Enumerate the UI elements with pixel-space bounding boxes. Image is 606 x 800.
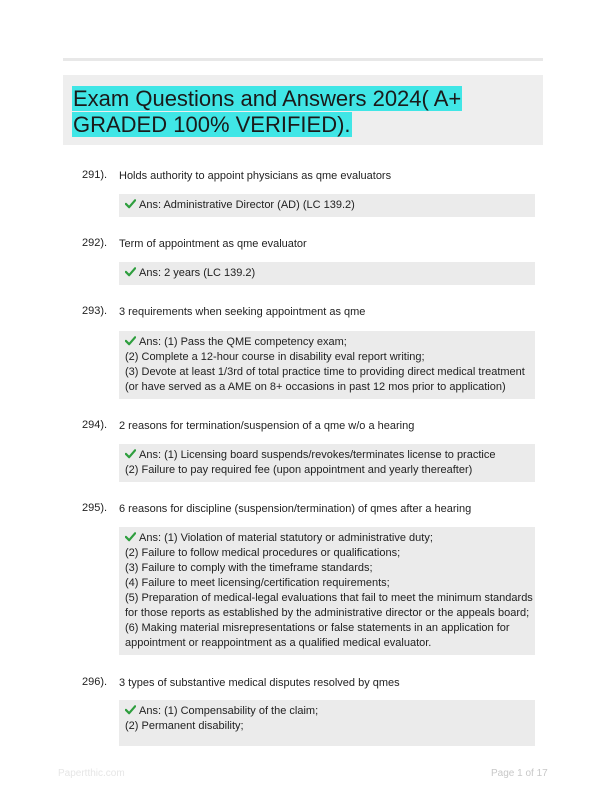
answer-line <box>125 335 529 350</box>
answer-text: Ans: (1) Pass the QME competency exam; <box>139 336 347 348</box>
answer-line <box>125 591 533 606</box>
answer-text: (3) Devote at least 1/3rd of total practice time to providing direct medical treatment <box>125 366 525 378</box>
checkmark-icon <box>125 198 136 209</box>
question-text: 2 reasons for termination/suspension of a qme w/o a hearing <box>119 420 415 432</box>
checkmark-icon <box>125 448 136 459</box>
answer-line <box>125 463 529 478</box>
answer-line <box>125 350 529 365</box>
answer-line <box>125 546 529 561</box>
question-number: 294). <box>82 419 108 431</box>
answer-text: Ans: (1) Violation of material statutory or administrative duty; <box>139 532 433 544</box>
answer-text: (2) Failure to pay required fee (upon appointment and yearly thereafter) <box>125 464 473 476</box>
question-number: 296). <box>82 676 108 688</box>
answer-line <box>125 719 529 734</box>
question-text: 3 requirements when seeking appointment as qme <box>119 306 366 318</box>
answer-text: Ans: Administrative Director (AD) (LC 139.2) <box>139 199 355 211</box>
answer-box <box>119 444 535 482</box>
checkmark-icon <box>125 704 136 715</box>
question-text: 3 types of substantive medical disputes resolved by qmes <box>119 677 400 689</box>
answer-line <box>125 704 529 719</box>
answer-line <box>125 606 529 621</box>
answer-line <box>125 266 529 281</box>
question-number: 292). <box>82 237 108 249</box>
page-title <box>72 86 538 138</box>
checkmark-icon <box>125 266 136 277</box>
answer-box <box>119 331 535 399</box>
answer-box <box>119 262 535 285</box>
answer-text: Ans: (1) Licensing board suspends/revokes/terminates license to practice <box>139 449 496 461</box>
answer-text: for those reports as established by the administrative director or the appeals board; <box>125 607 530 619</box>
answer-line <box>125 365 529 380</box>
answer-text: (or have served as a AME on 8+ occasions in past 12 mos prior to application) <box>125 381 506 393</box>
answer-text: Ans: 2 years (LC 139.2) <box>139 267 256 279</box>
answer-line <box>125 621 529 636</box>
answer-text: appointment or reappointment as a qualified medical evaluator. <box>125 637 432 649</box>
answer-text: (2) Complete a 12-hour course in disability eval report writing; <box>125 351 425 363</box>
top-rule <box>63 58 543 61</box>
footer-watermark: Papertthic.com <box>58 768 125 779</box>
answer-box <box>119 194 535 217</box>
answer-line <box>125 448 529 463</box>
question-number: 295). <box>82 502 108 514</box>
checkmark-icon <box>125 335 136 346</box>
answer-line <box>125 576 529 591</box>
question-number: 291). <box>82 169 108 181</box>
answer-box <box>119 527 535 655</box>
checkmark-icon <box>125 531 136 542</box>
answer-text: Ans: (1) Compensability of the claim; <box>139 705 319 717</box>
answer-line <box>125 636 529 651</box>
question-text: Term of appointment as qme evaluator <box>119 238 307 250</box>
answer-text: (4) Failure to meet licensing/certification requirements; <box>125 577 390 589</box>
answer-line <box>125 198 529 213</box>
answer-text: (3) Failure to comply with the timeframe standards; <box>125 562 373 574</box>
page-number: Page 1 of 17 <box>491 768 548 779</box>
answer-line <box>125 531 529 546</box>
question-text: 6 reasons for discipline (suspension/termination) of qmes after a hearing <box>119 503 472 515</box>
answer-box <box>119 700 535 746</box>
answer-text: (5) Preparation of medical-legal evaluations that fail to meet the minimum standards <box>125 592 533 604</box>
answer-text: (2) Failure to follow medical procedures or qualifications; <box>125 547 401 559</box>
answer-text: (2) Permanent disability; <box>125 720 244 732</box>
answer-line <box>125 380 529 395</box>
page-title-text: Exam Questions and Answers 2024( A+ GRADED 100% VERIFIED). <box>73 86 462 137</box>
answer-line <box>125 561 529 576</box>
question-text: Holds authority to appoint physicians as qme evaluators <box>119 170 392 182</box>
question-number: 293). <box>82 305 108 317</box>
answer-text: (6) Making material misrepresentations or false statements in an application for <box>125 622 510 634</box>
